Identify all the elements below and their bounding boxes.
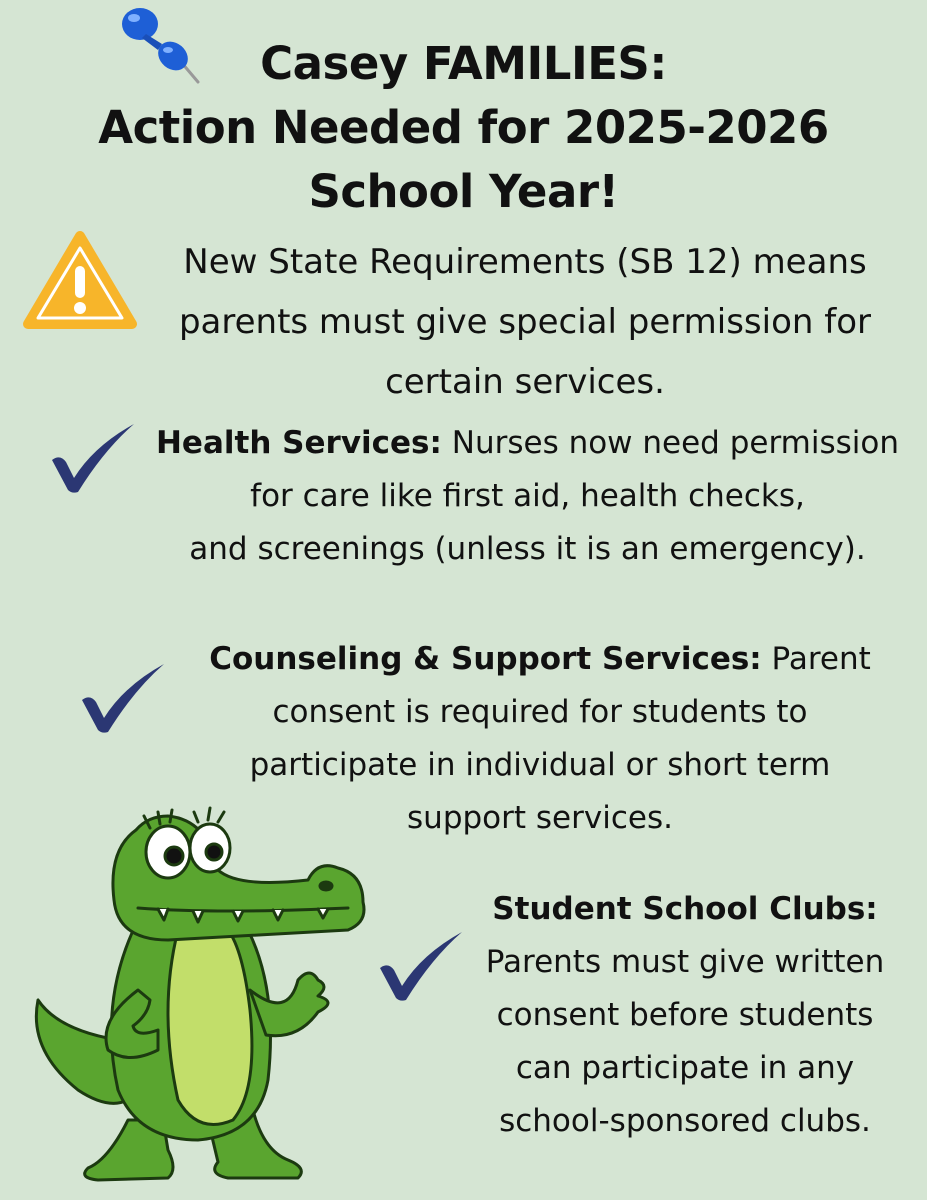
section-heading: Student School Clubs: [492,891,878,927]
student-clubs-section [470,883,900,1148]
section-line: support services. [407,800,673,836]
section-line: Parents must give written [485,944,885,980]
section-line: consent before students [496,997,874,1033]
section-line: participate in individual or short term [249,747,831,783]
title-line-1: Casey FAMILIES: [260,37,667,90]
checkmark-icon [50,420,138,496]
intro-line-2: parents must give special permission for [178,302,872,342]
title-line-3: School Year! [308,165,619,218]
section-line: Parent [761,641,871,677]
warning-icon [22,230,138,332]
page-title [0,32,927,224]
section-heading: Health Services: [155,425,442,461]
section-line: for care like first aid, health checks, [250,478,805,514]
intro-line-1: New State Requirements (SB 12) means [183,242,867,282]
checkmark-icon [378,928,466,1004]
intro-line-3: certain services. [385,362,665,402]
checkmark-icon [80,660,168,736]
alligator-mascot [18,790,378,1190]
section-line: consent is required for students to [272,694,808,730]
intro-text [150,232,900,412]
title-line-2: Action Needed for 2025-2026 [98,101,829,154]
health-services-section [140,417,915,576]
section-line: and screenings (unless it is an emergency). [189,531,866,567]
section-line: Nurses now need permission [441,425,900,461]
section-line: can participate in any [515,1050,855,1086]
section-line: school-sponsored clubs. [499,1103,871,1139]
section-heading: Counseling & Support Services: [209,641,762,677]
